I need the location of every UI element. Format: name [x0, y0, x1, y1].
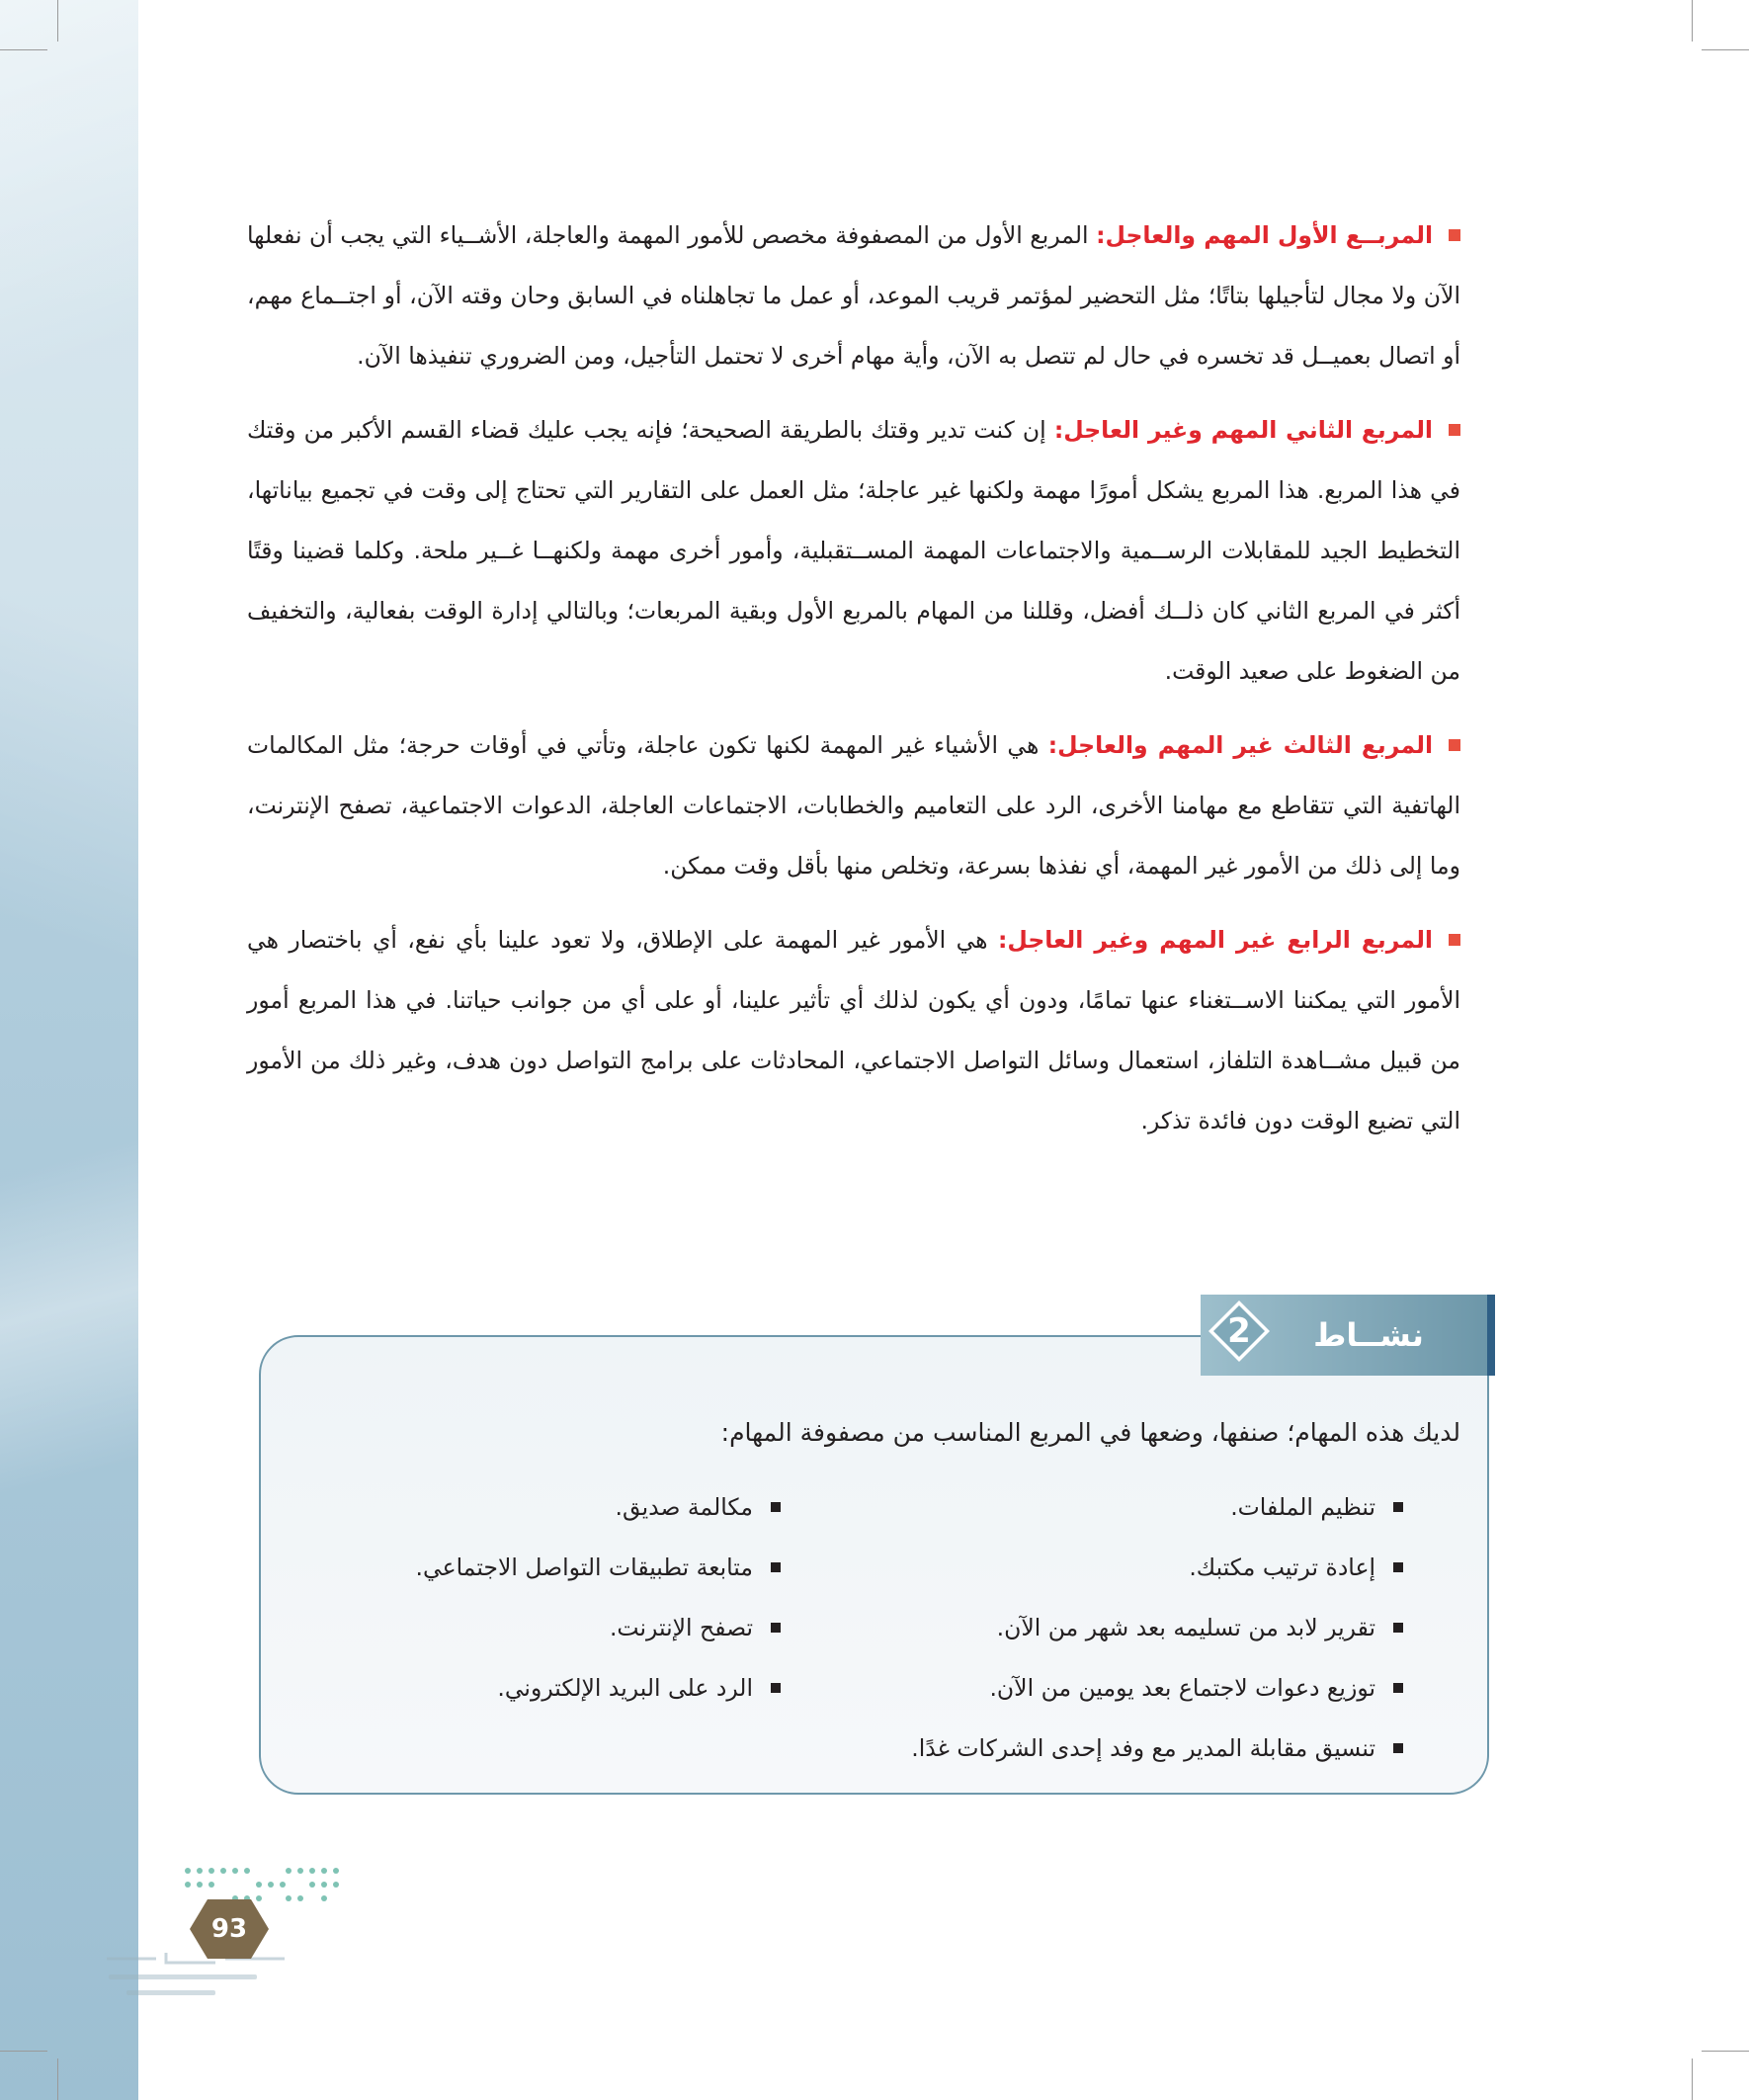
paragraph-heading: المربع الثالث غير المهم والعاجل:	[1047, 731, 1434, 759]
crop-mark	[1702, 49, 1749, 50]
task-item: الرد على البريد الإلكتروني.	[267, 1658, 781, 1719]
activity-title: نشــاط	[1313, 1316, 1424, 1354]
crop-mark	[57, 0, 58, 42]
task-item: تصفح الإنترنت.	[267, 1598, 781, 1658]
crop-mark	[1692, 2058, 1693, 2100]
activity-number: 2	[1227, 1311, 1251, 1351]
task-list-right	[889, 1477, 1403, 1779]
paragraph-quadrant-3	[247, 715, 1460, 896]
decorative-side-band	[0, 0, 138, 2100]
task-item: تنظيم الملفات.	[889, 1477, 1403, 1538]
red-square-bullet-icon	[1449, 934, 1460, 946]
task-item: متابعة تطبيقات التواصل الاجتماعي.	[267, 1538, 781, 1598]
task-item: توزيع دعوات لاجتماع بعد يومين من الآن.	[889, 1658, 1403, 1719]
paragraph-heading: المربع الثاني المهم وغير العاجل:	[1053, 416, 1433, 444]
paragraph-body: هي الأمور غير المهمة على الإطلاق، ولا تعود علينا بأي نفع، أي باختصار هي الأمور التي يمكننا الاســتغناء عنها تمامًا، ودون أي يكون لذلك أي تأثير علينا، أو على أي من جوانب حياتنا. في هذا المربع أمور من قبيل مشــاهدة التلفاز، استعمال وسائل التواصل الاجتماعي، المحادثات على برامج التواصل دون هدف، وغير ذلك من الأمور التي تضيع الوقت دون فائدة تذكر.	[247, 926, 1460, 1134]
square-bullet-icon	[771, 1623, 781, 1633]
square-bullet-icon	[1393, 1743, 1403, 1753]
crop-mark	[1692, 0, 1693, 42]
paragraph-body: المربع الأول من المصفوفة مخصص للأمور المهمة والعاجلة، الأشــياء التي يجب أن نفعلها الآن ولا مجال لتأجيلها بتاتًا؛ مثل التحضير لمؤتمر قريب الموعد، أو عمل ما تجاهلناه في السابق وحان وقته الآن، أو اجتــماع مهم، أو اتصال بعميــل قد تخسره في حال لم تتصل به الآن، وأية مهام أخرى لا تحتمل التأجيل، ومن الضروري تنفيذها الآن.	[247, 221, 1460, 370]
activity-prompt: لديك هذه المهام؛ صنفها، وضعها في المربع المناسب من مصفوفة المهام:	[720, 1418, 1460, 1447]
square-bullet-icon	[771, 1683, 781, 1693]
crop-mark	[0, 49, 47, 50]
square-bullet-icon	[1393, 1683, 1403, 1693]
square-bullet-icon	[1393, 1623, 1403, 1633]
red-square-bullet-icon	[1449, 739, 1460, 751]
paragraph-body: إن كنت تدير وقتك بالطريقة الصحيحة؛ فإنه يجب عليك قضاء القسم الأكبر من وقتك في هذا المربع. هذا المربع يشكل أمورًا مهمة ولكنها غير عاجلة؛ مثل العمل على التقارير التي تحتاج إلى وقت في تجميع بياناتها، التخطيط الجيد للمقابلات الرســمية والاجتماعات المهمة المســتقبلية، وأمور أخرى مهمة ولكنهــا غــير ملحة. وكلما قضينا وقتًا أكثر في المربع الثاني كان ذلــك أفضل، وقللنا من المهام بالمربع الأول وبقية المربعات؛ وبالتالي إدارة الوقت بفعالية، والتخفيف من الضغوط على صعيد الوقت.	[247, 416, 1460, 685]
red-square-bullet-icon	[1449, 424, 1460, 436]
task-item: تقرير لابد من تسليمه بعد شهر من الآن.	[889, 1598, 1403, 1658]
task-item: إعادة ترتيب مكتبك.	[889, 1538, 1403, 1598]
square-bullet-icon	[771, 1562, 781, 1572]
crop-mark	[1702, 2051, 1749, 2052]
paragraph-quadrant-1	[247, 206, 1460, 386]
red-square-bullet-icon	[1449, 229, 1460, 241]
task-item: مكالمة صديق.	[267, 1477, 781, 1538]
page-number: 93	[210, 1914, 248, 1944]
task-list-left	[267, 1477, 781, 1719]
main-text	[247, 206, 1460, 1165]
square-bullet-icon	[1393, 1502, 1403, 1512]
paragraph-quadrant-4	[247, 910, 1460, 1151]
square-bullet-icon	[771, 1502, 781, 1512]
paragraph-quadrant-2	[247, 400, 1460, 702]
square-bullet-icon	[1393, 1562, 1403, 1572]
task-item: تنسيق مقابلة المدير مع وفد إحدى الشركات غدًا.	[889, 1719, 1403, 1779]
crop-mark	[57, 2058, 58, 2100]
paragraph-body: هي الأشياء غير المهمة لكنها تكون عاجلة، وتأتي في أوقات حرجة؛ مثل المكالمات الهاتفية التي تتقاطع مع مهامنا الأخرى، الرد على التعاميم والخطابات، الاجتماعات العاجلة، الدعوات الاجتماعية، تصفح الإنترنت، وما إلى ذلك من الأمور غير المهمة، أي نفذها بسرعة، وتخلص منها بأقل وقت ممكن.	[247, 731, 1460, 880]
paragraph-heading: المربــع الأول المهم والعاجل:	[1096, 221, 1433, 249]
crop-mark	[0, 2051, 47, 2052]
paragraph-heading: المربع الرابع غير المهم وغير العاجل:	[997, 926, 1433, 954]
